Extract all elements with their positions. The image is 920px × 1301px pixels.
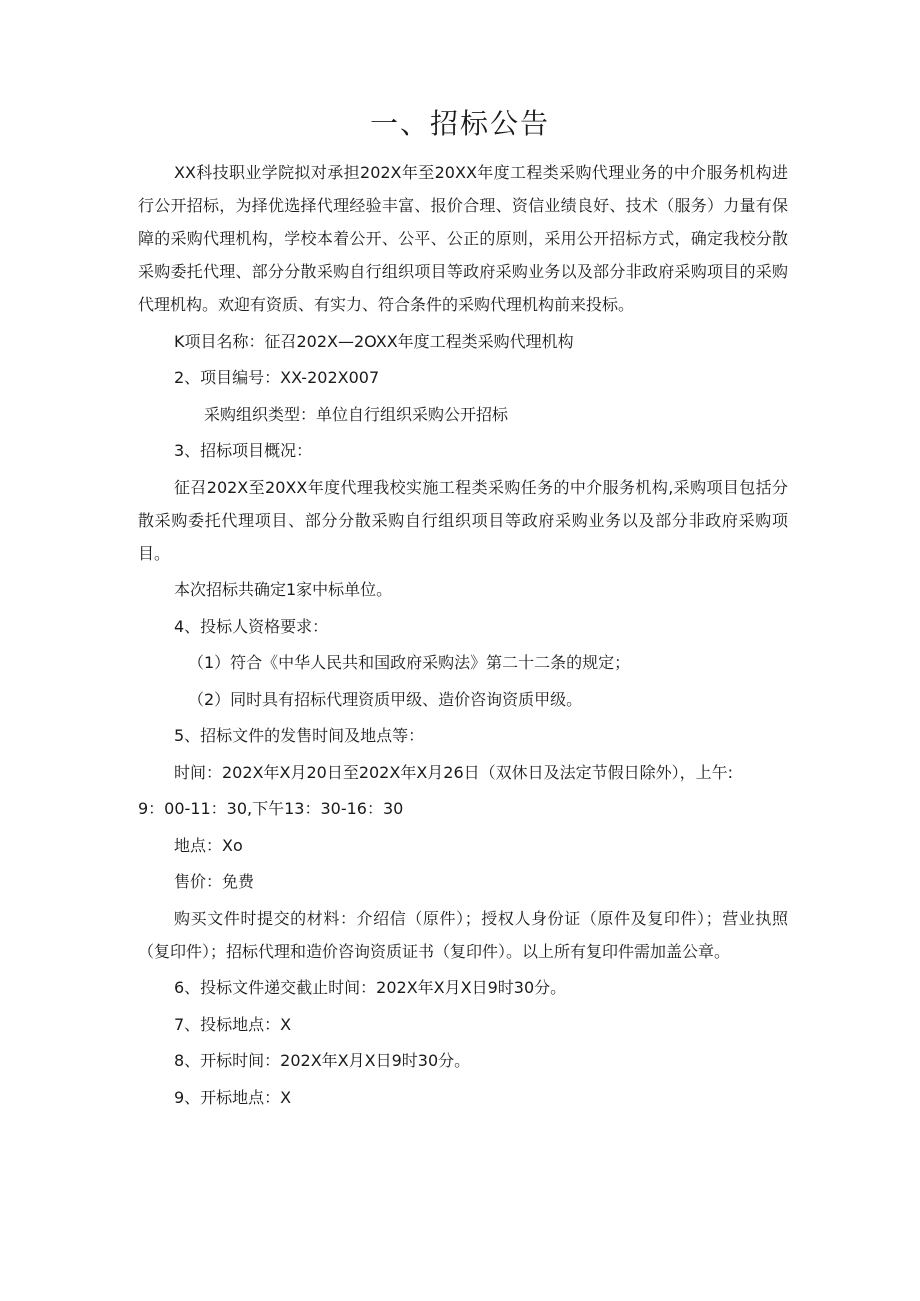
sale-location: 地点：Xo [174, 835, 243, 855]
opening-location: 9、开标地点：X [174, 1087, 292, 1107]
sale-time-line1: 时间：202X年X月20日至202X年X月26日（双休日及法定节假日除外），上午: [174, 762, 734, 782]
qualification-heading: 4、投标人资格要求： [174, 616, 329, 636]
page-title: 一、招标公告 [369, 107, 550, 140]
project-name: K项目名称：征召202X—2OXX年度工程类采购代理机构 [174, 331, 574, 351]
overview-paragraph: 征召202X至20XX年度代理我校实施工程类采购任务的中介服务机构,采购项目包括分散采购委托代理项目、部分分散采购自行组织项目等政府采购业务以及部分非政府采购项目。 [138, 477, 788, 563]
overview-heading: 3、招标项目概况： [174, 441, 313, 460]
sale-time-line2: 9：00-11：30,下午13：30-16：30 [138, 799, 404, 818]
procurement-org-type: 采购组织类型：单位自行组织采购公开招标 [204, 404, 509, 424]
document-body [138, 156, 788, 1117]
required-materials: 购买文件时提交的材料：介绍信（原件）；授权人身份证（原件及复印件）；营业执照（复印件）；招标代理和造价咨询资质证书（复印件）。以上所有复印件需加盖公章。 [138, 908, 788, 961]
submission-deadline: 6、投标文件递交截止时间：202X年X月X日9时30分。 [174, 978, 567, 997]
intro-paragraph: XX科技职业学院拟对承担202X年至20XX年度工程类采购代理业务的中介服务机构进行公开招标，为择优选择代理经验丰富、报价合理、资信业绩良好、技术（服务）力量有保障的采购代理机构，学校本着公开、公平、公正的原则，采用公开招标方式，确定我校分散采购委托代理、部分分散采购自行组织项目等政府采购业务以及部分非政府采购项目的采购代理机构。欢迎有资质、有实力、符合条件的采购代理机构前来投标。 [138, 163, 788, 314]
winner-count: 本次招标共确定1家中标单位。 [174, 580, 393, 599]
opening-time: 8、开标时间：202X年X月X日9时30分。 [174, 1051, 471, 1070]
sale-price: 售价：免费 [174, 872, 255, 891]
project-number: 2、项目编号：XX-202X007 [174, 368, 380, 387]
requirement-1: （1）符合《中华人民共和国政府采购法》第二十二条的规定； [188, 653, 631, 672]
requirement-2: （2）同时具有招标代理资质甲级、造价咨询资质甲级。 [188, 689, 583, 709]
sale-info-heading: 5、招标文件的发售时间及地点等： [174, 726, 425, 745]
bid-location: 7、投标地点：X [174, 1014, 292, 1034]
